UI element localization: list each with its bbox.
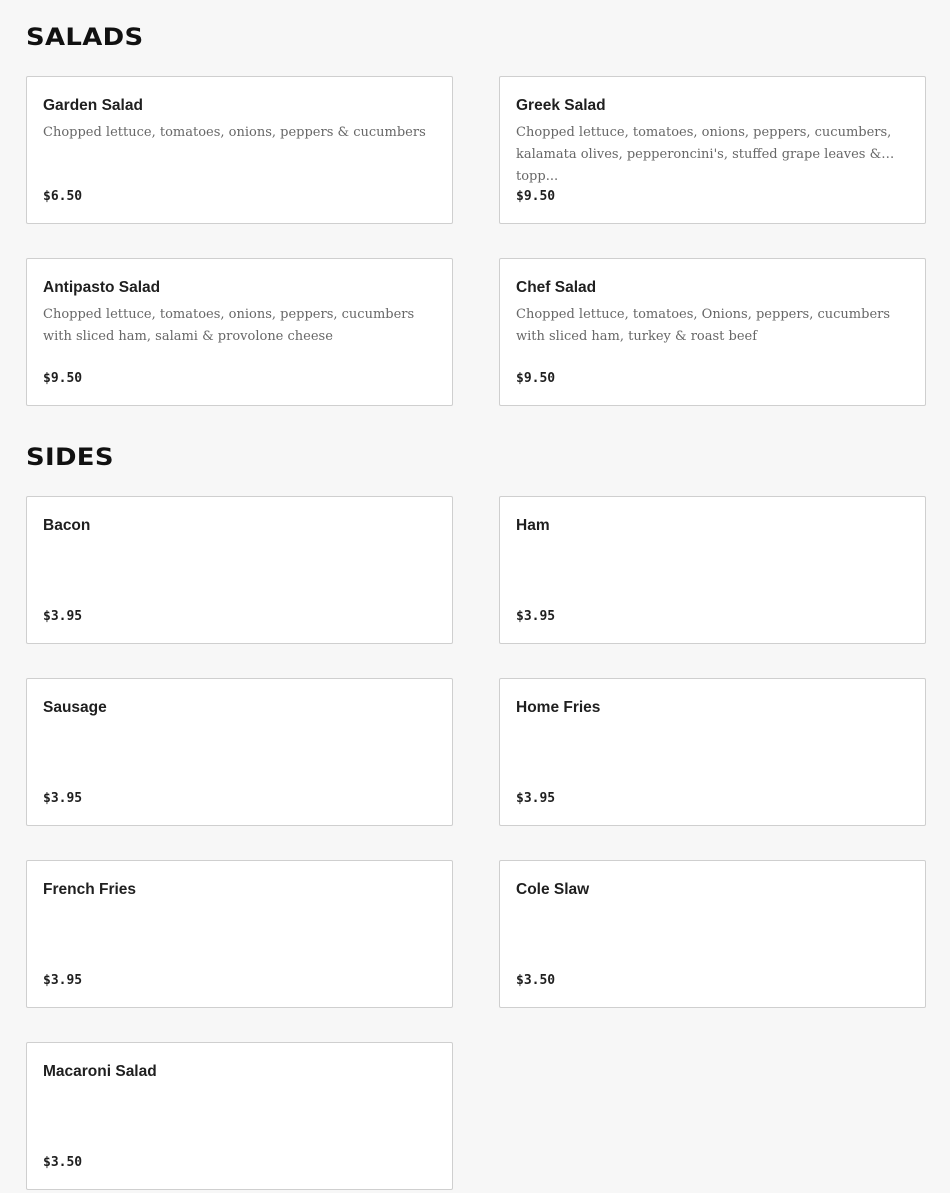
- item-name: Ham: [516, 517, 550, 534]
- item-price: $3.95: [43, 973, 83, 988]
- item-description: Chopped lettuce, tomatoes, Onions, peppers, cucumbers with sliced ham, turkey & roast beef: [516, 307, 891, 344]
- item-price: $3.95: [43, 609, 83, 624]
- item-name: Greek Salad: [516, 97, 606, 114]
- menu-item-french-fries[interactable]: [26, 860, 453, 1008]
- item-price: $3.50: [43, 1155, 83, 1170]
- menu-item-garden-salad[interactable]: [26, 76, 453, 224]
- item-description: Chopped lettuce, tomatoes, onions, peppers & cucumbers: [43, 125, 426, 140]
- item-name: Antipasto Salad: [43, 279, 161, 296]
- item-price: $9.50: [516, 189, 556, 204]
- menu-item-home-fries[interactable]: [499, 678, 926, 826]
- menu-item-chef-salad[interactable]: [499, 258, 926, 406]
- item-price: $3.95: [516, 609, 556, 624]
- menu-item-sausage[interactable]: [26, 678, 453, 826]
- item-price: $3.95: [43, 791, 83, 806]
- item-price: $6.50: [43, 189, 83, 204]
- item-price: $9.50: [516, 371, 556, 386]
- item-price: $3.95: [516, 791, 556, 806]
- item-name: Garden Salad: [43, 97, 143, 114]
- menu-item-cole-slaw[interactable]: [499, 860, 926, 1008]
- item-name: Chef Salad: [516, 279, 597, 296]
- item-name: Sausage: [43, 699, 107, 716]
- menu-item-greek-salad[interactable]: [499, 76, 926, 224]
- menu-item-bacon[interactable]: [26, 496, 453, 644]
- item-name: Cole Slaw: [516, 881, 590, 898]
- item-description: Chopped lettuce, tomatoes, onions, peppers, cucumbers with sliced ham, salami & provolone cheese: [43, 307, 415, 344]
- menu-item-antipasto-salad[interactable]: [26, 258, 453, 406]
- item-name: Home Fries: [516, 699, 601, 716]
- menu-item-macaroni-salad[interactable]: [26, 1042, 453, 1190]
- item-name: Macaroni Salad: [43, 1063, 157, 1080]
- menu-item-ham[interactable]: [499, 496, 926, 644]
- item-name: French Fries: [43, 881, 137, 898]
- item-name: Bacon: [43, 517, 91, 534]
- section-title-sides: SIDES: [26, 443, 114, 471]
- item-price: $9.50: [43, 371, 83, 386]
- item-description: Chopped lettuce, tomatoes, onions, peppers, cucumbers, kalamata olives, pepperoncini's, stuffed grape leaves & topp...: [516, 125, 892, 184]
- item-price: $3.50: [516, 973, 556, 988]
- section-title-salads: SALADS: [26, 23, 144, 51]
